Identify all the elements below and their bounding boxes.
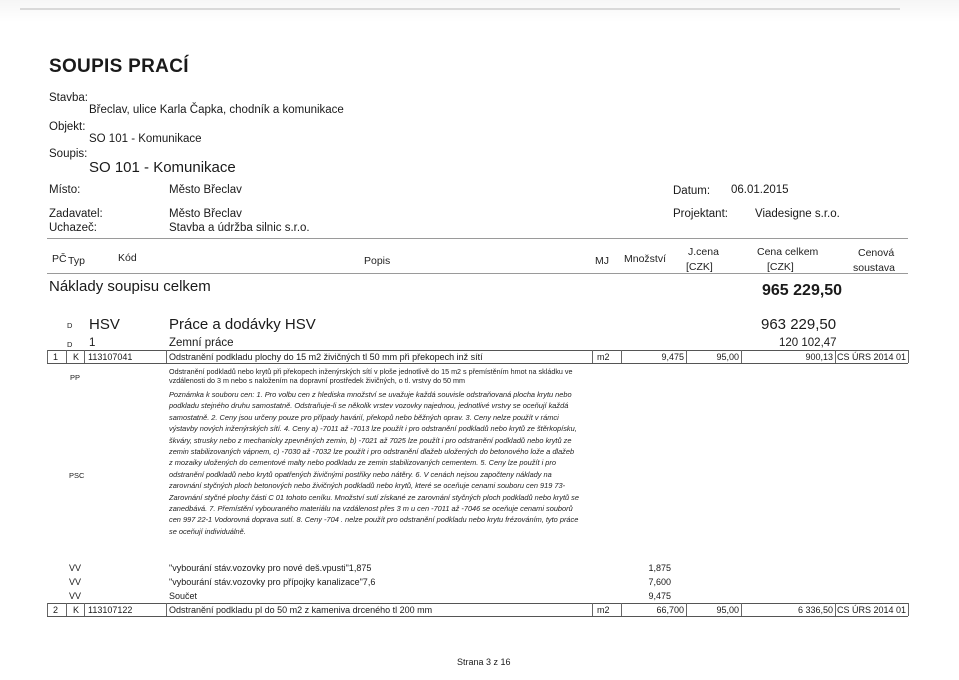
psc-label: PSC xyxy=(69,471,85,480)
header-top-rule xyxy=(47,238,908,239)
vv3-value: 9,475 xyxy=(648,591,671,601)
page-number: Strana 3 z 16 xyxy=(457,657,511,667)
item2-typ: K xyxy=(73,605,80,615)
hsv-code: HSV xyxy=(89,316,120,333)
col-mnozstvi: Množství xyxy=(624,253,667,265)
row1-bottom-rule xyxy=(47,363,908,364)
psc-text: Poznámka k souboru cen: 1. Pro volbu cen z hlediska množství se uvažuje každá souvisle odstraňovaná plocha krytu nebo podkladu stejného druhu samostatně. Odstraňuje-li se několik vrstev vozovky najednou, jednotlivé vrstvy se oceňují každá samostatně. 2. Ceny jsou určeny pouze pro případy havárií, překopů nebo běžných oprav. 3. Ceny nelze použít v rámci výstavby nových inženýrských sítí. 4. Ceny a) -7011 až -7013 lze použít i pro odstranění podkladů nebo krytů ze štěrkopísku, škváry, strusky nebo z mechanicky zpevněných zemin, b) -7021 až 7025 lze použít i pro odstranění podkladů nebo krytů ze zemin stabilizovaných vápnem, c) -7030 až -7032 lze použít i pro odstranění dlažeb uložených do betonového lože a dlažeb z mozaiky uložených do cementové malty nebo podkladu ze zemin stabilizovaných cementem. 5. Ceny lze použít i pro odstranění podkladů nebo krytů opatřených živičnými postřiky nebo nátěry. 6. V cenách nejsou započteny náklady na zarovnání styčných ploch betonových nebo živičných podkladů nebo krytů, které se oceňuje cenami souboru cen 919 73- Zarovnání styčné plochy části C 01 tohoto ceníku. Množství sutí získané ze zarovnání styčných ploch podkladů nebo krytů se zanedbává. 7. Přemístění vybouraného materiálu na vzdálenost přes 3 m u cen -7011 až -7046 se oceňuje cenami souborů cen 997 22-1 Vodorovná doprava sutí. 8. Ceny -704 . nelze použít pro odstranění podkladu nebo krytu frézováním, tyto práce se oceňují individuálně. xyxy=(169,390,579,536)
col-cenova-2: soustava xyxy=(853,262,896,274)
col-cena-celkem-2: [CZK] xyxy=(767,261,794,273)
item2-jcena: 95,00 xyxy=(716,605,739,615)
datum-value: 06.01.2015 xyxy=(731,184,789,196)
col-mj: MJ xyxy=(595,255,609,267)
row2-border xyxy=(908,603,909,616)
hsv-d: D xyxy=(67,321,73,330)
vv2-value: 7,600 xyxy=(648,577,671,587)
pp-label: PP xyxy=(70,373,81,382)
naklady-label: Náklady soupisu celkem xyxy=(49,278,211,295)
objekt-label: Objekt: xyxy=(49,121,86,133)
uchazec-value: Stavba a údržba silnic s.r.o. xyxy=(169,222,310,234)
row2-border xyxy=(66,603,67,616)
item1-kod: 113107041 xyxy=(88,352,133,362)
item1-popis: Odstranění podkladu plochy do 15 m2 živičných tl 50 mm při překopech inž sítí xyxy=(169,352,483,362)
row1-border xyxy=(66,350,67,363)
row1-border xyxy=(47,350,48,363)
stavba-label: Stavba: xyxy=(49,92,88,104)
zemni-value: 120 102,47 xyxy=(779,337,837,349)
row1-top-rule xyxy=(47,350,908,351)
row1-border xyxy=(166,350,167,363)
row2-border xyxy=(166,603,167,616)
item1-soustava: CS ÚRS 2014 01 xyxy=(837,352,907,362)
item1-cena: 900,13 xyxy=(805,352,833,362)
col-pc: PČ xyxy=(52,253,67,265)
row2-border xyxy=(84,603,85,616)
item2-popis: Odstranění podkladu pl do 50 m2 z kameniva drceného tl 200 mm xyxy=(169,605,433,615)
col-kod: Kód xyxy=(118,252,137,264)
zadavatel-label: Zadavatel: xyxy=(49,208,103,220)
row1-border xyxy=(908,350,909,363)
hsv-value: 963 229,50 xyxy=(761,316,837,333)
vv3-text: Součet xyxy=(169,591,198,601)
row1-border xyxy=(592,350,593,363)
item2-mnozstvi: 66,700 xyxy=(656,605,684,615)
pp-text: Odstranění podkladů nebo krytů při překopech inženýrských sítí v ploše jednotlivě do 15 m2 s přemístěním hmot na skládku ve vzdálenosti do 3 m nebo s naložením na dopravní prostředek živičných, o tl. vrstvy do 50 mm xyxy=(169,367,573,385)
vv2-typ: VV xyxy=(69,577,82,587)
header-bottom-rule xyxy=(47,273,908,274)
zemni-d: D xyxy=(67,340,73,349)
item2-kod: 113107122 xyxy=(88,605,133,615)
col-jcena-2: [CZK] xyxy=(686,261,713,273)
scan-top-edge xyxy=(0,0,959,22)
row2-bottom-rule xyxy=(47,616,908,617)
col-cenova-1: Cenová xyxy=(858,247,895,259)
item1-pc: 1 xyxy=(53,352,59,362)
projektant-label: Projektant: xyxy=(673,208,728,220)
col-jcena-1: J.cena xyxy=(688,246,719,258)
row2-border xyxy=(835,603,836,616)
col-typ: Typ xyxy=(68,255,85,267)
vv1-value: 1,875 xyxy=(648,563,671,573)
projektant-value: Viadesigne s.r.o. xyxy=(755,208,840,220)
datum-label: Datum: xyxy=(673,185,711,197)
hsv-name: Práce a dodávky HSV xyxy=(169,316,316,333)
row2-border xyxy=(592,603,593,616)
stavba-value: Břeclav, ulice Karla Čapka, chodník a komunikace xyxy=(89,104,344,116)
row2-border xyxy=(47,603,48,616)
row1-border xyxy=(835,350,836,363)
misto-value: Město Břeclav xyxy=(169,184,242,196)
item2-cena: 6 336,50 xyxy=(797,605,833,615)
vv1-typ: VV xyxy=(69,563,82,573)
item1-mj: m2 xyxy=(597,352,610,362)
item1-jcena: 95,00 xyxy=(716,352,739,362)
item1-typ: K xyxy=(73,352,80,362)
vv3-typ: VV xyxy=(69,591,82,601)
col-popis: Popis xyxy=(364,255,391,267)
item1-mnozstvi: 9,475 xyxy=(661,352,684,362)
misto-label: Místo: xyxy=(49,184,81,196)
zemni-name: Zemní práce xyxy=(169,337,234,349)
objekt-value: SO 101 - Komunikace xyxy=(89,133,202,145)
soupis-value: SO 101 - Komunikace xyxy=(89,159,236,176)
naklady-value: 965 229,50 xyxy=(762,282,843,299)
page-title: SOUPIS PRACÍ xyxy=(49,56,189,77)
row1-border xyxy=(84,350,85,363)
vv1-text: "vybourání stáv.vozovky pro nové deš.vpusti"1,875 xyxy=(169,563,372,573)
col-cena-celkem-1: Cena celkem xyxy=(757,246,819,258)
item2-mj: m2 xyxy=(597,605,610,615)
zadavatel-value: Město Břeclav xyxy=(169,208,242,220)
zemni-code: 1 xyxy=(89,337,96,349)
soupis-label: Soupis: xyxy=(49,148,88,160)
item2-soustava: CS ÚRS 2014 01 xyxy=(837,605,907,615)
uchazec-label: Uchazeč: xyxy=(49,222,97,234)
vv2-text: "vybourání stáv.vozovky pro přípojky kanalizace"7,6 xyxy=(169,577,376,587)
row2-top-rule xyxy=(47,603,908,604)
item2-pc: 2 xyxy=(53,605,59,615)
